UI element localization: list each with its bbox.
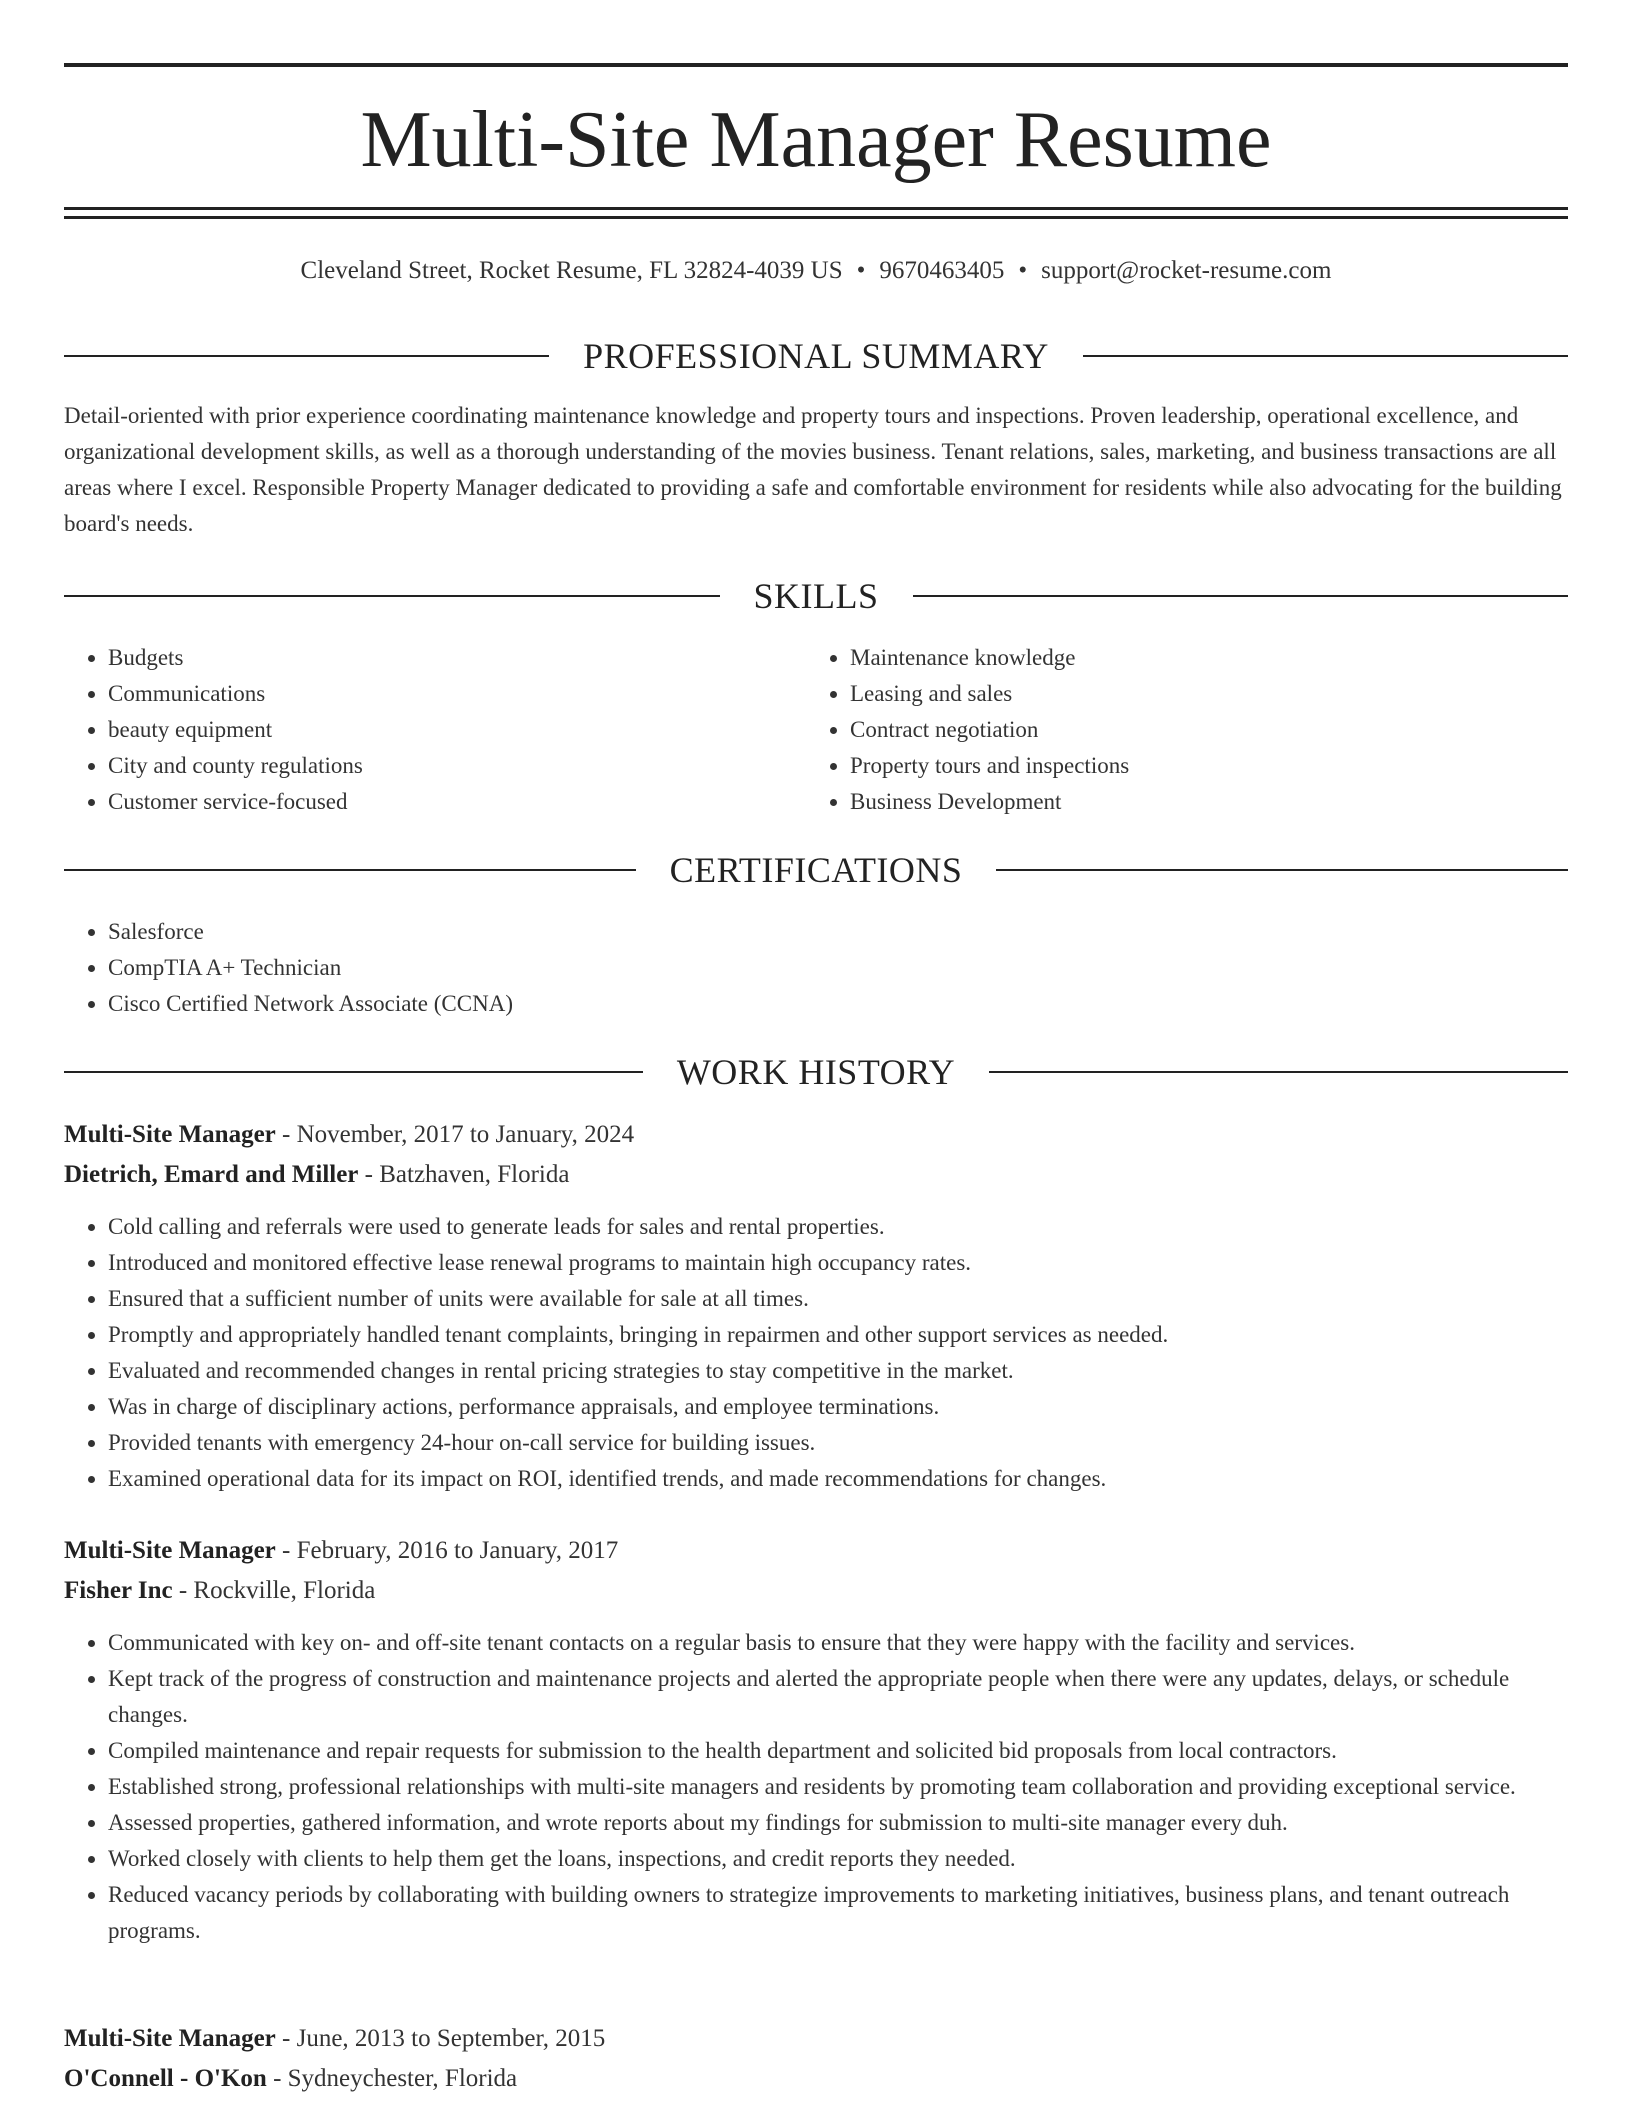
job-bullet: • Ensured that a sufficient number of units were available for sale at all times. (108, 1281, 1568, 1317)
skill-item: • Customer service-focused (108, 784, 808, 820)
section-heading-certifications (64, 847, 1568, 893)
job-company: O'Connell - O'Kon (64, 2065, 267, 2092)
contact-line (64, 255, 1568, 287)
skills-list-left (64, 640, 808, 820)
job-dates: - February, 2016 to January, 2017 (282, 1537, 619, 1564)
job-title: Multi-Site Manager (64, 2025, 276, 2052)
heading-rule-right (996, 869, 1568, 871)
job-bullet: • Promptly and appropriately handled tenant complaints, bringing in repairmen and other support services as needed. (108, 1317, 1568, 1353)
heading-rule-left (64, 595, 720, 597)
resume-title: Multi-Site Manager Resume (360, 96, 1272, 184)
job-dates: - June, 2013 to September, 2015 (282, 2025, 606, 2052)
section-heading-label: CERTIFICATIONS (669, 850, 963, 890)
skill-item: • Contract negotiation (850, 712, 1550, 748)
job-title: Multi-Site Manager (64, 1537, 276, 1564)
job-bullet: • Examined operational data for its impact on ROI, identified trends, and made recommendations for changes. (108, 1461, 1568, 1497)
heading-rule-left (64, 869, 636, 871)
section-heading-work-history (64, 1049, 1568, 1095)
contact-email: support@rocket-resume.com (1041, 257, 1332, 284)
job-bullets (64, 1209, 1568, 1497)
contact-address: Cleveland Street, Rocket Resume, FL 32824-4039 US (300, 257, 843, 284)
summary-text: Detail-oriented with prior experience coordinating maintenance knowledge and property tours and inspections. Proven leadership, operational excellence, and organizational development skills, as well as a thorough understanding of the movies business. Tenant relations, sales, marketing, and business transactions are all areas where I excel. Responsible Property Manager dedicated to providing a safe and comfortable environment for residents while also advocating for the building board's needs. (64, 403, 1562, 536)
job-title: Multi-Site Manager (64, 1121, 276, 1148)
job-dates: - November, 2017 to January, 2024 (282, 1121, 635, 1148)
heading-rule-right (1083, 355, 1568, 357)
job-title-line (64, 1531, 618, 1571)
job-bullet: • Cold calling and referrals were used to generate leads for sales and rental properties. (108, 1209, 1568, 1245)
job-title-line (64, 2019, 605, 2059)
skill-item: • Business Development (850, 784, 1550, 820)
heading-rule-right (989, 1071, 1568, 1073)
job-bullet: • Assessed properties, gathered information, and wrote reports about my findings for submission to multi-site manager every duh. (108, 1805, 1568, 1841)
skills-list-right (806, 640, 1550, 820)
job-bullet: • Communicated with key on- and off-site tenant contacts on a regular basis to ensure that they were happy with the facility and services. (108, 1625, 1568, 1661)
skill-item: • Maintenance knowledge (850, 640, 1550, 676)
contact-phone: 9670463405 (879, 257, 1005, 284)
section-heading-summary (64, 333, 1568, 379)
job-bullet: • Evaluated and recommended changes in rental pricing strategies to stay competitive in the market. (108, 1353, 1568, 1389)
job-title-line (64, 1115, 634, 1155)
section-heading-label: PROFESSIONAL SUMMARY (583, 336, 1049, 376)
header-double-rule-upper (64, 207, 1568, 210)
certification-item: • Cisco Certified Network Associate (CCNA) (108, 986, 1568, 1022)
job-bullet: • Provided tenants with emergency 24-hour on-call service for building issues. (108, 1425, 1568, 1461)
contact-separator: • (1018, 257, 1028, 284)
job-location: - Rockville, Florida (178, 1577, 376, 1604)
job-location: - Batzhaven, Florida (364, 1161, 570, 1188)
section-heading-label: WORK HISTORY (676, 1052, 956, 1092)
heading-rule-right (913, 595, 1569, 597)
contact-separator: • (856, 257, 866, 284)
job-bullet: • Reduced vacancy periods by collaborating with building owners to strategize improvements to marketing initiatives, business plans, and tenant outreach programs. (108, 1877, 1568, 1949)
job-location: - Sydneychester, Florida (273, 2065, 518, 2092)
section-heading-skills (64, 573, 1568, 619)
job-company-line (64, 2059, 517, 2099)
certification-item: • CompTIA A+ Technician (108, 950, 1568, 986)
job-bullet: • Worked closely with clients to help them get the loans, inspections, and credit reports they needed. (108, 1841, 1568, 1877)
skill-item: • Budgets (108, 640, 808, 676)
skill-item: • beauty equipment (108, 712, 808, 748)
job-company-line (64, 1571, 375, 1611)
job-company: Fisher Inc (64, 1577, 173, 1604)
header-top-rule (64, 63, 1568, 67)
header-double-rule-lower (64, 216, 1568, 219)
job-company: Dietrich, Emard and Miller (64, 1161, 359, 1188)
certifications-list (64, 914, 1568, 1022)
skill-item: • City and county regulations (108, 748, 808, 784)
skill-item: • Leasing and sales (850, 676, 1550, 712)
certification-item: • Salesforce (108, 914, 1568, 950)
skill-item: • Property tours and inspections (850, 748, 1550, 784)
job-bullet: • Kept track of the progress of construction and maintenance projects and alerted the appropriate people when there were any updates, delays, or schedule changes. (108, 1661, 1568, 1733)
heading-rule-left (64, 355, 549, 357)
skill-item: • Communications (108, 676, 808, 712)
job-bullet: • Established strong, professional relationships with multi-site managers and residents by promoting team collaboration and providing exceptional service. (108, 1769, 1568, 1805)
section-heading-label: SKILLS (753, 576, 879, 616)
job-company-line (64, 1155, 569, 1195)
job-bullet: • Introduced and monitored effective lease renewal programs to maintain high occupancy rates. (108, 1245, 1568, 1281)
job-bullets (64, 1625, 1568, 1949)
job-bullet: • Compiled maintenance and repair requests for submission to the health department and solicited bid proposals from local contractors. (108, 1733, 1568, 1769)
heading-rule-left (64, 1071, 643, 1073)
job-bullet: • Was in charge of disciplinary actions, performance appraisals, and employee terminations. (108, 1389, 1568, 1425)
